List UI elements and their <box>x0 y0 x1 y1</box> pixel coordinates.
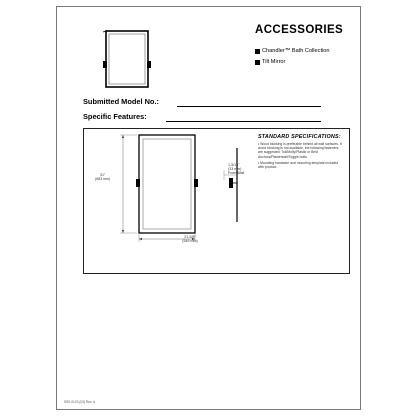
spec-sheet <box>56 6 361 410</box>
bullet-product <box>255 59 285 65</box>
features-label: Specific Features: <box>83 112 147 121</box>
spec-item-blocking-text: Wood blocking is preferable behind all wall surfaces. If wood blocking is not available, the following fasteners are suggested: Toll/Molly/Plastic or Best Anchors/Plasterwall/Toggle bolts. <box>258 142 342 159</box>
height-mm: (683 mm) <box>95 177 111 181</box>
bullet-dot-icon: • <box>258 160 261 165</box>
features-input-line[interactable] <box>166 121 321 122</box>
depth-note: From Wall <box>228 171 245 175</box>
specs-title: STANDARD SPECIFICATIONS: <box>258 134 341 140</box>
height-dimension <box>95 173 110 181</box>
standard-specifications <box>258 134 344 169</box>
bullet-product-text: Tilt Mirror <box>262 59 286 65</box>
bullet-square-icon <box>255 49 260 54</box>
spec-item-blocking <box>258 142 344 159</box>
model-input-line[interactable] <box>177 106 321 107</box>
model-label: Submitted Model No.: <box>83 97 159 106</box>
bullet-collection-text: Chandler™ Bath Collection <box>262 48 330 54</box>
depth-dimension <box>228 163 244 175</box>
width-dimension <box>165 235 215 243</box>
height-in: 31" <box>100 173 106 177</box>
bullet-collection <box>255 48 329 54</box>
depth-in: 1-5/16" <box>228 163 240 167</box>
width-mm: (549 mm) <box>182 239 198 243</box>
page-title: ACCESSORIES <box>255 24 344 36</box>
spec-item-hardware <box>258 161 344 169</box>
depth-mm: (33 mm) <box>228 167 242 171</box>
bullet-dot-icon: • <box>258 142 261 146</box>
front-elevation-drawing <box>85 130 255 272</box>
bullet-square-icon <box>255 60 260 65</box>
footer-code: SSS 0123 (03) Rev. A <box>64 400 95 404</box>
spec-item-hardware-text: Mounting hardware and mounting template included with product. <box>258 160 339 170</box>
tilt-mirror-thumbnail <box>98 27 168 97</box>
width-in: 21-5/8" <box>184 235 196 239</box>
